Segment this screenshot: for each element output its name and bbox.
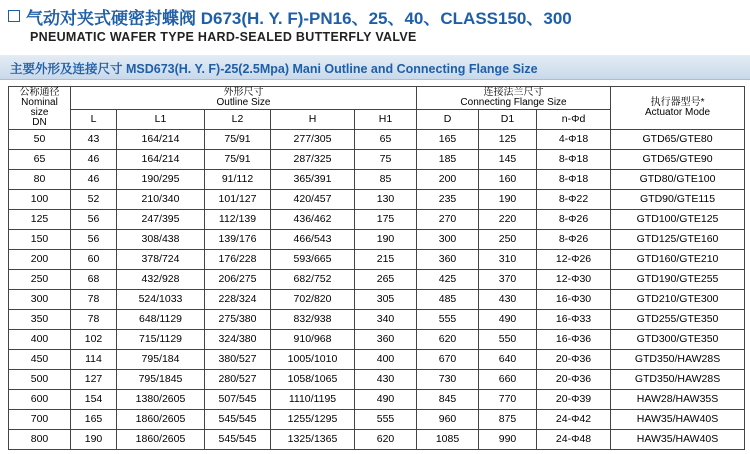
- table-row: [9, 370, 745, 390]
- table-cell: 65: [9, 150, 71, 170]
- table-cell: 287/325: [271, 150, 355, 170]
- table-cell: 466/543: [271, 230, 355, 250]
- table-cell: GTD350/HAW28S: [611, 370, 745, 390]
- table-cell: GTD65/GTE90: [611, 150, 745, 170]
- table-cell: 275/380: [205, 310, 271, 330]
- table-cell: 265: [355, 270, 417, 290]
- table-cell: 102: [71, 330, 117, 350]
- table-cell: 436/462: [271, 210, 355, 230]
- table-cell: 154: [71, 390, 117, 410]
- table-cell: 78: [71, 310, 117, 330]
- table-cell: 1860/2605: [117, 430, 205, 450]
- table-cell: 50: [9, 130, 71, 150]
- table-cell: 324/380: [205, 330, 271, 350]
- table-cell: 875: [479, 410, 537, 430]
- table-cell: 200: [9, 250, 71, 270]
- checkbox-icon: [8, 10, 20, 22]
- table-cell: 507/545: [205, 390, 271, 410]
- table-cell: 340: [355, 310, 417, 330]
- table-cell: 91/112: [205, 170, 271, 190]
- table-cell: 660: [479, 370, 537, 390]
- table-cell: 145: [479, 150, 537, 170]
- table-cell: 277/305: [271, 130, 355, 150]
- table-cell: 400: [9, 330, 71, 350]
- header-actuator: 执行器型号* Actuator Mode: [611, 87, 745, 130]
- table-cell: 16-Φ33: [537, 310, 611, 330]
- table-cell: 100: [9, 190, 71, 210]
- table-cell: 1085: [417, 430, 479, 450]
- table-row: [9, 250, 745, 270]
- table-cell: 235: [417, 190, 479, 210]
- table-cell: 400: [355, 350, 417, 370]
- table-cell: 600: [9, 390, 71, 410]
- table-cell: 16-Φ30: [537, 290, 611, 310]
- table-cell: 360: [417, 250, 479, 270]
- table-cell: 228/324: [205, 290, 271, 310]
- table-cell: 310: [479, 250, 537, 270]
- table-cell: 8-Φ26: [537, 210, 611, 230]
- table-cell: 8-Φ18: [537, 150, 611, 170]
- table-cell: GTD160/GTE210: [611, 250, 745, 270]
- table-cell: 190/295: [117, 170, 205, 190]
- table-cell: 545/545: [205, 410, 271, 430]
- table-cell: 350: [9, 310, 71, 330]
- table-row: [9, 390, 745, 410]
- table-cell: GTD350/HAW28S: [611, 350, 745, 370]
- table-cell: 620: [355, 430, 417, 450]
- table-cell: 380/527: [205, 350, 271, 370]
- table-cell: 1005/1010: [271, 350, 355, 370]
- table-cell: 250: [479, 230, 537, 250]
- table-cell: 300: [417, 230, 479, 250]
- table-cell: 1110/1195: [271, 390, 355, 410]
- table-row: [9, 410, 745, 430]
- table-cell: 420/457: [271, 190, 355, 210]
- header-col: H: [271, 110, 355, 130]
- table-cell: GTD125/GTE160: [611, 230, 745, 250]
- table-cell: 56: [71, 210, 117, 230]
- table-cell: 43: [71, 130, 117, 150]
- table-row: [9, 270, 745, 290]
- table-cell: 56: [71, 230, 117, 250]
- table-cell: 8-Φ18: [537, 170, 611, 190]
- table-row: [9, 150, 745, 170]
- table-cell: 220: [479, 210, 537, 230]
- table-cell: 24-Φ42: [537, 410, 611, 430]
- table-row: [9, 310, 745, 330]
- table-cell: 715/1129: [117, 330, 205, 350]
- table-cell: 164/214: [117, 130, 205, 150]
- table-cell: 378/724: [117, 250, 205, 270]
- table-cell: 430: [355, 370, 417, 390]
- table-cell: 75/91: [205, 150, 271, 170]
- table-cell: HAW35/HAW40S: [611, 410, 745, 430]
- table-cell: 206/275: [205, 270, 271, 290]
- table-cell: 1058/1065: [271, 370, 355, 390]
- table-cell: GTD255/GTE350: [611, 310, 745, 330]
- table-cell: 845: [417, 390, 479, 410]
- table-cell: 176/228: [205, 250, 271, 270]
- table-cell: 46: [71, 170, 117, 190]
- table-cell: 185: [417, 150, 479, 170]
- header-col: D: [417, 110, 479, 130]
- table-cell: 682/752: [271, 270, 355, 290]
- table-cell: HAW35/HAW40S: [611, 430, 745, 450]
- table-cell: 125: [9, 210, 71, 230]
- table-cell: 139/176: [205, 230, 271, 250]
- table-cell: 430: [479, 290, 537, 310]
- table-cell: 1255/1295: [271, 410, 355, 430]
- table-cell: 770: [479, 390, 537, 410]
- header-outline: 外形尺寸 Outline Size: [71, 87, 417, 110]
- table-cell: 500: [9, 370, 71, 390]
- header-row-1: [9, 87, 745, 110]
- table-cell: 280/527: [205, 370, 271, 390]
- table-cell: 1860/2605: [117, 410, 205, 430]
- table-cell: 114: [71, 350, 117, 370]
- table-row: [9, 230, 745, 250]
- header-col: L: [71, 110, 117, 130]
- table-cell: 640: [479, 350, 537, 370]
- table-cell: 165: [417, 130, 479, 150]
- table-cell: 12-Φ26: [537, 250, 611, 270]
- table-cell: 12-Φ30: [537, 270, 611, 290]
- table-cell: 305: [355, 290, 417, 310]
- table-cell: 112/139: [205, 210, 271, 230]
- table-cell: 555: [417, 310, 479, 330]
- table-cell: 125: [479, 130, 537, 150]
- table-cell: 164/214: [117, 150, 205, 170]
- table-cell: 730: [417, 370, 479, 390]
- table-cell: 795/184: [117, 350, 205, 370]
- table-cell: 702/820: [271, 290, 355, 310]
- header-col: n-Φd: [537, 110, 611, 130]
- table-cell: 101/127: [205, 190, 271, 210]
- dimension-table: [8, 86, 745, 450]
- section-header: [0, 55, 750, 80]
- table-row: [9, 430, 745, 450]
- table-cell: 593/665: [271, 250, 355, 270]
- table-cell: 247/395: [117, 210, 205, 230]
- table-cell: 910/968: [271, 330, 355, 350]
- table-cell: 250: [9, 270, 71, 290]
- table-cell: GTD100/GTE125: [611, 210, 745, 230]
- table-cell: 75/91: [205, 130, 271, 150]
- table-cell: 78: [71, 290, 117, 310]
- table-cell: GTD65/GTE80: [611, 130, 745, 150]
- table-cell: HAW28/HAW35S: [611, 390, 745, 410]
- table-row: [9, 130, 745, 150]
- table-row: [9, 190, 745, 210]
- table-cell: 550: [479, 330, 537, 350]
- table-cell: 190: [355, 230, 417, 250]
- table-row: [9, 350, 745, 370]
- table-cell: 200: [417, 170, 479, 190]
- table-cell: 80: [9, 170, 71, 190]
- table-cell: 24-Φ48: [537, 430, 611, 450]
- table-cell: 832/938: [271, 310, 355, 330]
- table-cell: 20-Φ39: [537, 390, 611, 410]
- header-col: H1: [355, 110, 417, 130]
- table-cell: GTD90/GTE115: [611, 190, 745, 210]
- table-cell: 160: [479, 170, 537, 190]
- table-cell: 75: [355, 150, 417, 170]
- table-cell: 270: [417, 210, 479, 230]
- table-cell: 52: [71, 190, 117, 210]
- table-cell: 300: [9, 290, 71, 310]
- table-cell: 4-Φ18: [537, 130, 611, 150]
- table-cell: 960: [417, 410, 479, 430]
- table-cell: 130: [355, 190, 417, 210]
- table-cell: 8-Φ22: [537, 190, 611, 210]
- table-cell: 175: [355, 210, 417, 230]
- table-cell: 215: [355, 250, 417, 270]
- table-cell: 127: [71, 370, 117, 390]
- table-cell: 450: [9, 350, 71, 370]
- section-title: 主要外形及连接尺寸 MSD673(H. Y. F)-25(2.5Mpa) Mani Outline and Connecting Flange Size: [10, 62, 538, 76]
- table-cell: 365/391: [271, 170, 355, 190]
- table-cell: GTD300/GTE350: [611, 330, 745, 350]
- table-cell: 1380/2605: [117, 390, 205, 410]
- table-cell: 620: [417, 330, 479, 350]
- table-cell: 65: [355, 130, 417, 150]
- table-cell: 800: [9, 430, 71, 450]
- table-cell: 360: [355, 330, 417, 350]
- header-col: L1: [117, 110, 205, 130]
- table-cell: 85: [355, 170, 417, 190]
- table-cell: 68: [71, 270, 117, 290]
- table-cell: 795/1845: [117, 370, 205, 390]
- table-cell: 490: [355, 390, 417, 410]
- table-cell: 46: [71, 150, 117, 170]
- table-cell: 700: [9, 410, 71, 430]
- header-col: D1: [479, 110, 537, 130]
- table-cell: 524/1033: [117, 290, 205, 310]
- table-cell: GTD210/GTE300: [611, 290, 745, 310]
- table-row: [9, 170, 745, 190]
- table-cell: 20-Φ36: [537, 350, 611, 370]
- table-cell: 150: [9, 230, 71, 250]
- table-cell: 16-Φ36: [537, 330, 611, 350]
- table-cell: 670: [417, 350, 479, 370]
- table-row: [9, 330, 745, 350]
- header-col: L2: [205, 110, 271, 130]
- table-cell: 425: [417, 270, 479, 290]
- table-row: [9, 290, 745, 310]
- table-cell: 485: [417, 290, 479, 310]
- table-cell: 210/340: [117, 190, 205, 210]
- table-cell: 490: [479, 310, 537, 330]
- table-row: [9, 210, 745, 230]
- table-cell: 165: [71, 410, 117, 430]
- table-cell: 20-Φ36: [537, 370, 611, 390]
- table-cell: 60: [71, 250, 117, 270]
- table-cell: 1325/1365: [271, 430, 355, 450]
- table-cell: 648/1129: [117, 310, 205, 330]
- header-dn: 公称通径 Nominal size DN: [9, 87, 71, 130]
- table-cell: 190: [479, 190, 537, 210]
- table-cell: 555: [355, 410, 417, 430]
- table-cell: 990: [479, 430, 537, 450]
- table-cell: 370: [479, 270, 537, 290]
- table-cell: GTD190/GTE255: [611, 270, 745, 290]
- header-flange: 连接法兰尺寸 Connecting Flange Size: [417, 87, 611, 110]
- page-subtitle: PNEUMATIC WAFER TYPE HARD-SEALED BUTTERFLY VALVE: [30, 30, 417, 44]
- table-body: [9, 130, 745, 450]
- table-cell: GTD80/GTE100: [611, 170, 745, 190]
- table-cell: 8-Φ26: [537, 230, 611, 250]
- table-cell: 190: [71, 430, 117, 450]
- table-cell: 432/928: [117, 270, 205, 290]
- table-cell: 545/545: [205, 430, 271, 450]
- table-cell: 308/438: [117, 230, 205, 250]
- page-title: [8, 5, 572, 27]
- page-title-text: 气动对夹式硬密封蝶阀 D673(H. Y. F)-PN16、25、40、CLASS150、300: [26, 8, 572, 28]
